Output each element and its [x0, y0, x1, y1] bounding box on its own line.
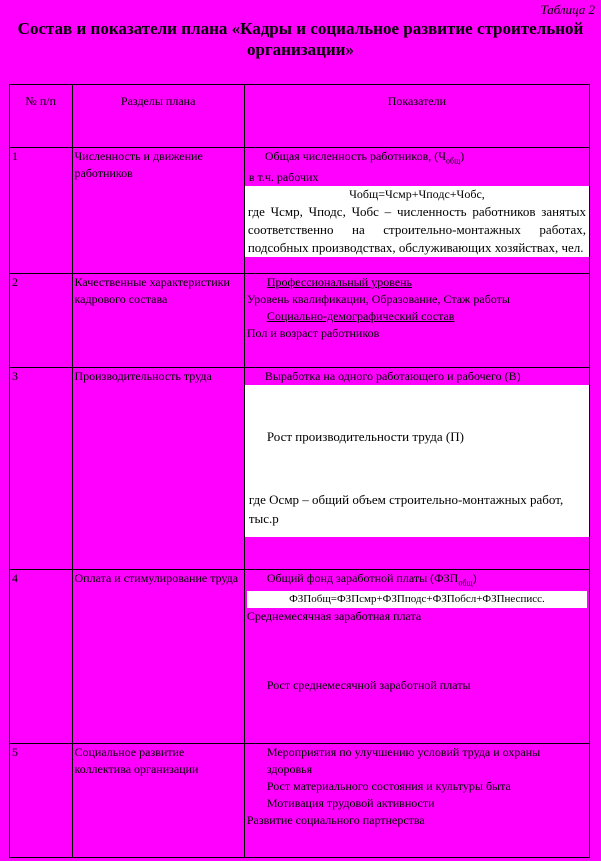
indicator-text: Общая численность работников, (Ч	[264, 149, 447, 163]
row-indicators	[244, 148, 589, 274]
formula: Чобщ=Чсмр+Чподс+Чобс,	[349, 187, 485, 202]
indicator-text: Рост производительности труда (П)	[266, 429, 464, 444]
indicator-text: Мотивация трудовой активности	[266, 796, 435, 810]
plan-table	[9, 84, 590, 858]
row-number: 4	[10, 570, 73, 744]
formula-explanation: где Чсмр, Чподс, Чобс – численность работников занятых соответственно на строительно-монтажных работах, подсобных производствах, обслуживающих хозяйствах, чел.	[247, 204, 586, 256]
indicator-text: Общий фонд заработной платы (ФЗП	[266, 571, 459, 585]
table-row	[10, 368, 590, 570]
row-indicators	[244, 744, 589, 858]
indicator-text: Пол и возраст работников	[246, 326, 380, 340]
row-number: 1	[10, 148, 73, 274]
table-row	[10, 570, 590, 744]
indicator-text: )	[472, 571, 477, 585]
formula: ФЗПобщ=ФЗПсмр+ФЗПподс+ФЗПобсл+ФЗПнесписс.	[247, 591, 587, 608]
indicator-text	[245, 148, 589, 169]
indicator-heading: Профессиональный уровень	[266, 275, 413, 289]
col-header-indicators: Показатели	[244, 85, 589, 148]
row-section: Численность и движение работников	[72, 148, 244, 274]
col-header-num: № п/п	[10, 85, 73, 148]
table-header-row	[10, 85, 590, 148]
indicator-text: где Oсмр – общий объем строительно-монтажных работ, тыс.р	[248, 492, 564, 526]
indicator-subscript: общ	[458, 578, 473, 588]
row-section: Производительность труда	[72, 368, 244, 570]
row-indicators	[244, 368, 589, 570]
row-section: Оплата и стимулирование труда	[72, 570, 244, 744]
table-label: Таблица 2	[540, 2, 595, 17]
row-number: 5	[10, 744, 73, 858]
indicator-text: Выработка на одного работающего и рабочего (В)	[264, 369, 521, 383]
page-title: Состав и показатели плана «Кадры и социальное развитие строительной организации»	[17, 19, 584, 59]
indicator-text: Уровень квалификации, Образование, Стаж работы	[246, 292, 510, 306]
indicator-heading: Социально-демографический состав	[266, 309, 455, 323]
formula-box	[245, 186, 589, 257]
indicator-text: в т.ч. рабочих	[248, 170, 319, 185]
row-number: 2	[10, 274, 73, 368]
indicator-text: Мероприятия по улучшению условий труда и охраны здоровья	[266, 745, 541, 776]
row-indicators	[244, 274, 589, 368]
indicator-text: )	[460, 149, 465, 163]
table-row	[10, 148, 590, 274]
indicator-text: Среднемесячная заработная плата	[246, 609, 422, 624]
table-row	[10, 744, 590, 858]
indicator-subscript: общ	[446, 156, 461, 166]
row-indicators	[244, 570, 589, 744]
row-section: Социальное развитие коллектива организации	[72, 744, 244, 858]
indicator-text	[247, 570, 587, 591]
col-header-section: Разделы плана	[72, 85, 244, 148]
table-row	[10, 274, 590, 368]
indicator-text: Рост среднемесячной заработной платы	[266, 678, 471, 693]
row-section: Качественные характеристики кадрового состава	[72, 274, 244, 368]
indicator-text: Развитие социального партнерства	[246, 813, 425, 827]
indicator-text: Рост материального состояния и культуры быта	[266, 779, 511, 793]
formula-box	[245, 385, 589, 537]
row-number: 3	[10, 368, 73, 570]
